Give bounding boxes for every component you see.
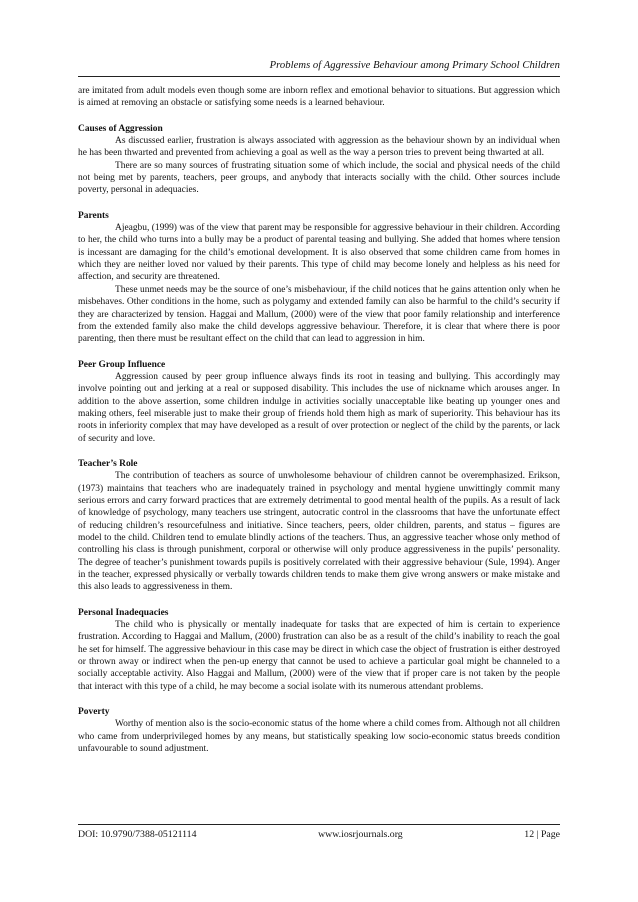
heading-poverty: Poverty <box>78 707 110 718</box>
page-footer <box>78 829 560 840</box>
section-gap <box>78 594 560 607</box>
heading-causes-of-aggression: Causes of Aggression <box>78 123 163 134</box>
heading-peer-group-influence: Peer Group Influence <box>78 359 166 370</box>
running-header: Problems of Aggressive Behaviour among Primary School Children <box>269 60 560 71</box>
section-gap <box>78 197 560 210</box>
heading-parents: Parents <box>78 210 109 221</box>
parents-paragraph-2: These unmet needs may be the source of one’s misbehaviour, if the child notices that he gains attention only when he misbehaves. Other conditions in the home, such as polygamy and extended family can also be harmful to the child’s security if they are characterized by tension. Haggai and Mallum, (2000) were of the view that poor family relationship and interference from the extended family also make the child develops aggressive behaviour. Therefore, it is clear that where there is poor parenting, then there must be resultant effect on the child that can lead to aggression in him. <box>78 284 560 345</box>
heading-teachers-role: Teacher’s Role <box>78 458 138 469</box>
intro-paragraph: are imitated from adult models even though some are inborn reflex and emotional behavior to situations. But aggression which is aimed at removing an obstacle or satisfying some needs is a learned behaviour. <box>78 86 560 109</box>
parents-paragraph-1: Ajeagbu, (1999) was of the view that parent may be responsible for aggressive behaviour in their children. According to her, the child who turns into a bully may be a product of parental teasing and bullying. She added that homes where tension is incessant are damaging for the child’s emotional development. It is also observed that some children came from homes in which they are neither loved nor valued by their parents. This type of child may become lonely and helpless as his need for affection, and security are threatened. <box>78 223 560 283</box>
header-rule <box>78 76 560 77</box>
teacher-paragraph-1: The contribution of teachers as source of unwholesome behaviour of children cannot be overemphasized. Erikson, (1973) maintains that teachers who are inadequately trained in psychology and mental hygiene unwittingly commit many serious errors and carry forward practices that are extremely detrimental to good mental health of the pupils. As a result of lack of knowledge of psychology, many teachers use stringent, autocratic control in the classrooms that have the unfortunate effect of reducing children’s resourcefulness and initiative. Since teachers, peers, older children, parents, and status – figures are model to the child. Children tend to emulate blindly actions of the teachers. Thus, an aggressive teacher whose only method of controlling his class is through punishment, corporal or otherwise will only produce aggressiveness in the pupils’ personality. The degree of teacher’s punishment towards pupils is positively correlated with their aggressive behaviour (Sule, 1994). Anger in the teacher, expressed physically or verbally towards children tends to make them give wrong answers or make mistake and this also leads to aggressiveness in them. <box>78 471 560 593</box>
footer-page-number: 12 | Page <box>524 829 560 840</box>
section-gap <box>78 445 560 458</box>
heading-personal-inadequacies: Personal Inadequacies <box>78 607 169 618</box>
personal-paragraph-1: The child who is physically or mentally inadequate for tasks that are expected of him is certain to experience frustration. According to Haggai and Mallum, (2000) frustration can also be as a result of the child’s inability to reach the goal he set for himself. The aggressive behaviour in this case may be direct in which case the object of frustration is either destroyed or thrown away or indirect when the pen-up energy that cannot be used to achieve a particular goal might be channeled to a socially acceptable activity. Also Haggai and Mallum, (2000) were of the view that if proper care is not taken by the people that interact with this type of a child, he may become a social isolate with its numerous attendant problems. <box>78 620 560 692</box>
causes-paragraph-1: As discussed earlier, frustration is always associated with aggression as the behaviour shown by an individual when he has been thwarted and prevented from achieving a goal as well as the way a person tries to prevent being thwarted at all. <box>78 136 560 159</box>
footer-rule <box>78 824 560 825</box>
article-body <box>78 85 560 756</box>
footer-website-link[interactable]: www.iosrjournals.org <box>318 829 403 840</box>
causes-paragraph-2: There are so many sources of frustrating situation some of which include, the social and physical needs of the child not being met by parents, teachers, peer groups, and anybody that interacts socially with the child. Other sources include poverty, personal in adequacies. <box>78 160 560 196</box>
poverty-paragraph-1: Worthy of mention also is the socio-economic status of the home where a child comes from. Although not all children who came from underprivileged homes by any means, but statistically speaking low socio-economic status breeds condition unfavourable to sound adjustment. <box>78 719 560 755</box>
section-gap <box>78 110 560 123</box>
footer-doi: DOI: 10.9790/7388-05121114 <box>78 829 197 840</box>
section-gap <box>78 346 560 359</box>
peer-paragraph-1: Aggression caused by peer group influence always finds its root in teasing and bullying. This accordingly may involve pointing out and jerking at a real or supposed disability. This includes the use of nickname which arouses anger. In addition to the above assertion, some children indulge in activities socially unacceptable like beating up younger ones and making others, feel miserable just to make their group of friends hold them high as mark of superiority. This behaviour has its roots in inferiority complex that may have developed as a result of over protection or neglect of the child by the parents, or lack of security and love. <box>78 371 560 444</box>
section-gap <box>78 693 560 706</box>
